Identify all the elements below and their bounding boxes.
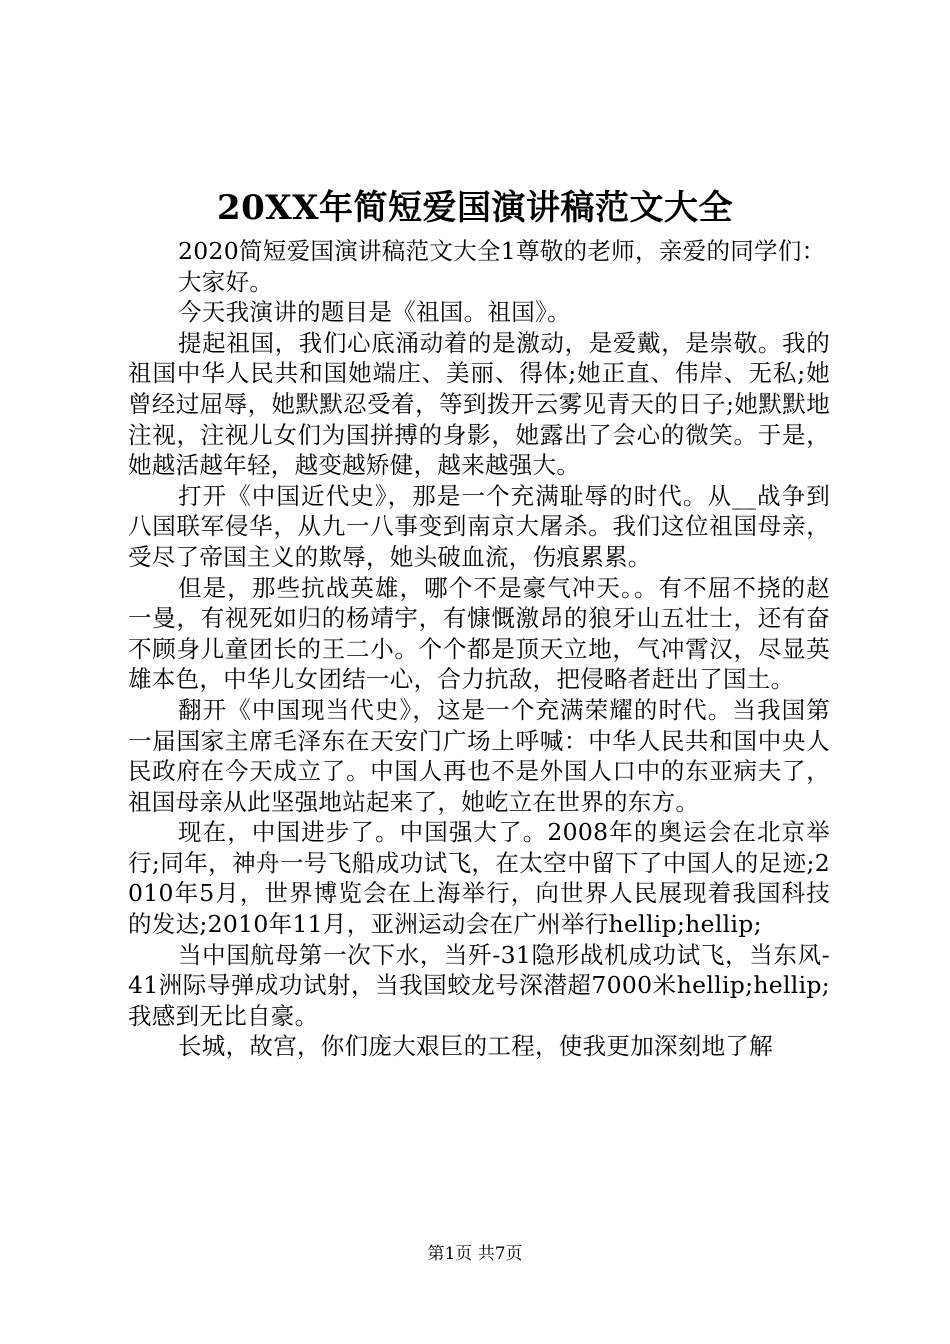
paragraph-hello: 大家好。 bbox=[178, 267, 274, 296]
paragraph: 但是，那些抗战英雄，哪个不是豪气冲天。。有不屈不挠的赵一曼，有视死如归的杨靖宇，有慷慨激昂的狼牙山五壮士，还有奋不顾身儿童团长的王二小。个个都是顶天立地，气冲霄汉，尽显英雄本色，中华儿女团结一心，合力抗敌，把侵略者赶出了国土。 bbox=[128, 573, 830, 694]
paragraph: 打开《中国近代史》，那是一个充满耻辱的时代。从__战争到八国联军侵华，从九一八事变到南京大屠杀。我们这位祖国母亲，受尽了帝国主义的欺辱，她头破血流，伤痕累累。 bbox=[128, 481, 830, 571]
paragraph: 翻开《中国现当代史》，这是一个充满荣耀的时代。当我国第一届国家主席毛泽东在天安门广场上呼喊：中华人民共和国中央人民政府在今天成立了。中国人再也不是外国人口中的东亚病夫了，祖国母亲从此坚强地站起来了，她屹立在世界的东方。 bbox=[128, 695, 830, 816]
paragraph: 提起祖国，我们心底涌动着的是激动，是爱戴，是崇敬。我的祖国中华人民共和国她端庄、美丽、得体;她正直、伟岸、无私;她曾经过屈辱，她默默忍受着，等到拨开云雾见青天的日子;她默默地注视，注视儿女们为国拼搏的身影，她露出了会心的微笑。于是，她越活越年轻，越变越矫健，越来越强大。 bbox=[128, 328, 830, 480]
document-body bbox=[128, 236, 830, 1062]
document-title: 20XX年简短爱国演讲稿范文大全 bbox=[216, 188, 734, 228]
paragraph-greeting: 2020简短爱国演讲稿范文大全1尊敬的老师，亲爱的同学们： bbox=[178, 237, 826, 265]
paragraph-topic: 今天我演讲的题目是《祖国。祖国》。 bbox=[178, 298, 571, 327]
paragraph: 当中国航母第一次下水，当歼-31隐形战机成功试飞，当东风-41洲际导弹成功试射，当我国蛟龙号深潜超7000米hellip;hellip;我感到无比自豪。 bbox=[128, 940, 830, 1030]
page-number-footer: 第1页 共7页 bbox=[427, 1244, 523, 1264]
paragraph: 长城，故宫，你们庞大艰巨的工程，使我更加深刻地了解 bbox=[178, 1032, 773, 1061]
paragraph: 现在，中国进步了。中国强大了。2008年的奥运会在北京举行;同年，神舟一号飞船成功试飞，在太空中留下了中国人的足迹;2010年5月，世界博览会在上海举行，向世界人民展现着我国科技的发达;2010年11月，亚洲运动会在广州举行hellip;hellip; bbox=[128, 818, 830, 939]
